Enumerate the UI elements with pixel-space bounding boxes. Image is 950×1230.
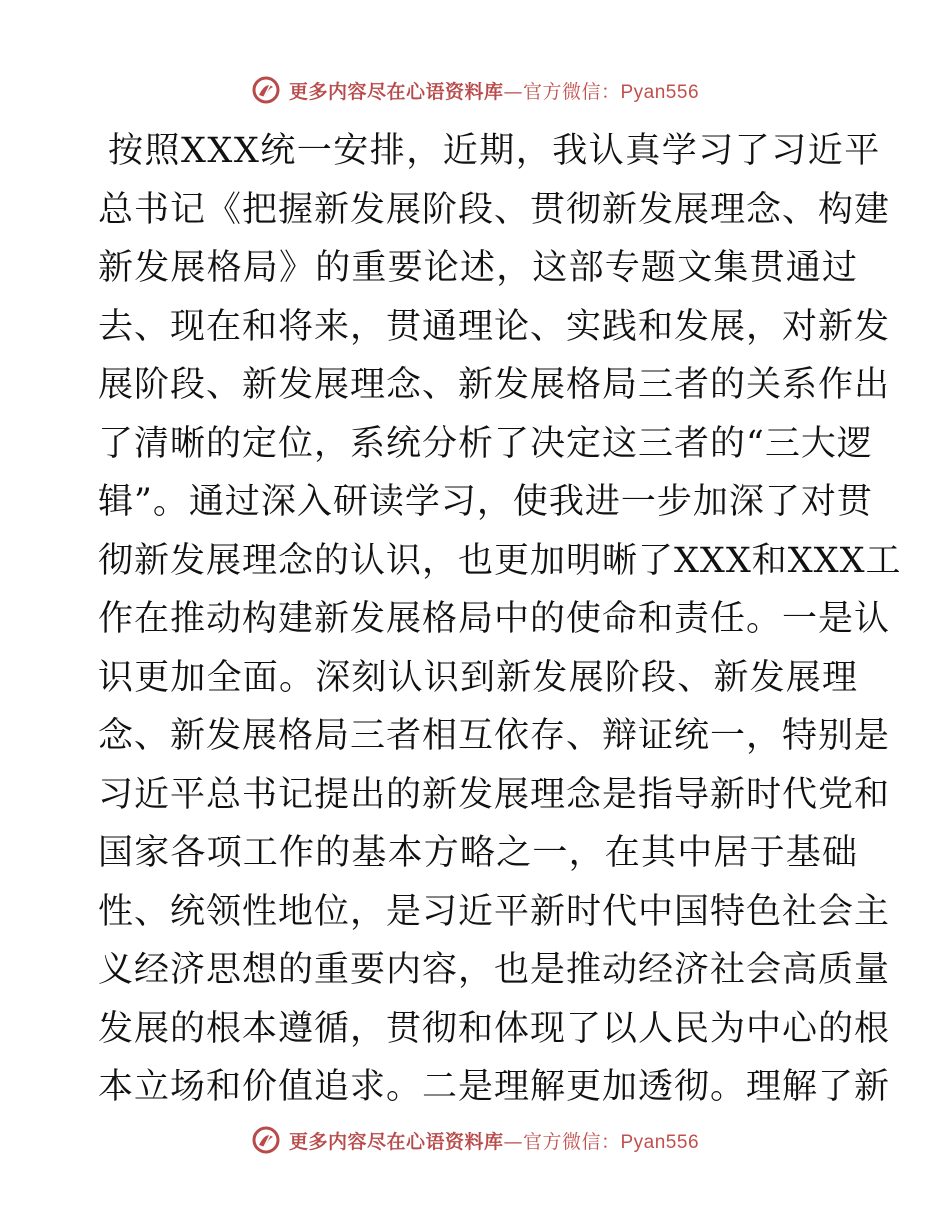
watermark-text xyxy=(289,1127,699,1154)
header-watermark xyxy=(0,70,950,110)
watermark-text xyxy=(289,77,699,104)
text-line: 去、现在和将来，贯通理论、实践和发展，对新发 xyxy=(98,306,891,347)
watermark-label: 官方微信： xyxy=(522,80,621,103)
watermark-separator: — xyxy=(503,1130,523,1153)
watermark-logo-icon xyxy=(251,75,281,105)
watermark-logo-icon xyxy=(251,1125,281,1155)
text-line: 本立场和价值追求。二是理解更加透彻。理解了新 xyxy=(98,1067,891,1107)
text-line: 国家各项工作的基本方略之一，在其中居于基础 xyxy=(98,833,858,873)
watermark-separator: — xyxy=(503,80,523,103)
text-line: 作在推动构建新发展格局中的使命和责任。一是认 xyxy=(98,599,891,639)
text-line: 辑”。通过深入研读学习，使我进一步加深了对贯 xyxy=(98,482,873,522)
text-line: 识更加全面。深刻认识到新发展阶段、新发展理 xyxy=(98,657,858,698)
text-line: 彻新发展理念的认识，也更加明晰了XXX和XXX工 xyxy=(98,540,902,581)
text-line: 义经济思想的重要内容，也是推动经济社会高质量 xyxy=(98,950,891,990)
text-line: 了清晰的定位，系统分析了决定这三者的“三大逻 xyxy=(98,423,873,464)
watermark-title: 更多内容尽在心语资料库 xyxy=(288,80,504,103)
text-line: 习近平总书记提出的新发展理念是指导新时代党和 xyxy=(98,774,891,815)
text-line: 发展的根本遵循，贯彻和体现了以人民为中心的根 xyxy=(98,1008,891,1049)
text-line: 新发展格局》的重要论述，这部专题文集贯通过 xyxy=(98,248,858,288)
text-line: 展阶段、新发展理念、新发展格局三者的关系作出 xyxy=(98,365,891,405)
watermark-id: Pyan556 xyxy=(620,1131,700,1153)
watermark-title: 更多内容尽在心语资料库 xyxy=(288,1130,504,1153)
footer-watermark xyxy=(0,1120,950,1160)
watermark-label: 官方微信： xyxy=(522,1130,621,1153)
body-paragraph xyxy=(98,122,902,1117)
text-line: 性、统领性地位，是习近平新时代中国特色社会主 xyxy=(98,891,891,932)
text-line: 念、新发展格局三者相互依存、辩证统一，特别是 xyxy=(98,716,891,756)
text-line: 按照XXX统一安排，近期，我认真学习了习近平 xyxy=(108,131,881,171)
watermark-id: Pyan556 xyxy=(620,81,700,103)
text-line: 总书记《把握新发展阶段、贯彻新发展理念、构建 xyxy=(98,189,891,230)
